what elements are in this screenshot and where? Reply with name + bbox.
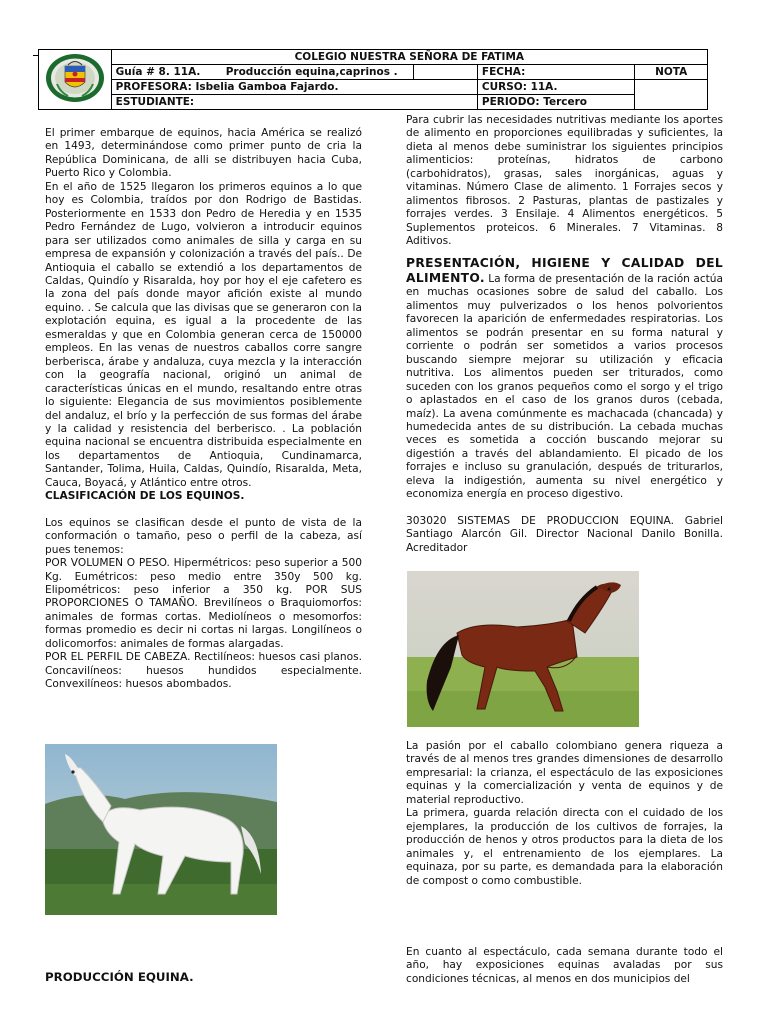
bay-horse-image xyxy=(407,571,639,727)
spacer-cell xyxy=(414,65,478,80)
paragraph-breeding: La primera, guarda relación directa con el cuidado de los ejemplares, la producción de los cultivos de forrajes, la producción de henos y otros productos para la dieta de los animales y, el entrenamiento de los ejemplares. La equinaza, por su parte, es demandada para la elaboración de compost o como combustible. xyxy=(406,807,723,887)
paragraph-source-citation: 303020 SISTEMAS DE PRODUCCION EQUINA. Gabriel Santiago Alarcón Gil. Director Nacional Danilo Bonilla. Acreditador xyxy=(406,514,723,554)
white-horse-icon xyxy=(45,744,277,915)
school-logo-cell xyxy=(39,50,112,110)
paragraph-passion: La pasión por el caballo colombiano genera riqueza a través de al menos tres grandes dimensiones de desarrollo empresarial: la crianza, el espectáculo de las exposiciones equinas y la comercialización y venta de equinos y de material reproductivo. xyxy=(406,740,723,806)
guide-number: Guía # 8. 11A. xyxy=(115,66,201,78)
paragraph-presentation xyxy=(406,256,723,502)
grade-box xyxy=(635,80,708,110)
right-column xyxy=(406,114,723,555)
bay-horse-icon xyxy=(407,571,639,727)
right-column-lower xyxy=(406,740,723,888)
teacher-name: PROFESORA: Isbelia Gamboa Fajardo. xyxy=(111,80,477,95)
school-name: COLEGIO NUESTRA SEÑORA DE FATIMA xyxy=(111,50,707,65)
paragraph-history: En el año de 1525 llegaron los primeros equinos a lo que hoy es Colombia, traídos por don Rodrigo de Bastidas. Posteriormente en 1533 don Pedro de Heredia y en 1535 Pedro Fernández de Lugo, volvieron a introducir equinos para ser utilizados como animales de silla y carga en su empresa de expansión y colonización a través del país.. De Antioquia el caballo se extendió a los departamentos de Caldas, Quindío y Risaralda, hoy por hoy el eje cafetero es la zona del país donde mayor afición existe al mundo equino. . Se calcula que las divisas que se generaron con la explotación equina, es igual a la procedente de las esmeraldas y que en Colombia generan cerca de 150000 empleos. En las venas de nuestros caballos corre sangre berberisca, árabe y andaluza, cuya mezcla y la interacción con la geografía nacional, originó un animal de características únicas en el mundo, resaltando entre otras lo siguiente: Elegancia de sus movimientos posiblemente del andaluz, el brío y la perfección de sus formas del árabe y la calidad y resistencia del berberisco. . La población equina nacional se encuentra distribuida especialmente en los departamentos de Antioquia, Cundinamarca, Santander, Tolima, Huila, Caldas, Quindío, Risaralda, Meta, Cauca, Boyacá, y Atlántico entre otros. xyxy=(45,180,362,489)
footer-heading-equine-production: PRODUCCIÓN EQUINA. xyxy=(45,970,194,984)
guide-cell xyxy=(111,65,414,80)
paragraph-first-shipment: El primer embarque de equinos, hacia América se realizó en 1493, determinándose como primer punto de cria la República Dominicana, de alli se distribuyen hacia Cuba, Puerto Rico y Colombia. xyxy=(45,127,362,180)
paragraph-spectacle: En cuanto al espectáculo, cada semana durante todo el año, hay exposiciones equinas avaladas por sus condiciones técnicas, al menos en dos municipios del xyxy=(406,946,723,985)
white-horse-image xyxy=(45,744,277,915)
paragraph-classification-weight: POR VOLUMEN O PESO. Hipermétricos: peso superior a 500 Kg. Eumétricos: peso medio entre 350y 500 kg. Elipométricos: peso inferior a 350 kg. POR SUS PROPORCIONES O TAMAÑO. Brevilíneos o Braquiomorfos: animales de formas cortas. Mediolíneos o mesomorfos: formas promedio es decir ni cortas ni largas. Longilíneos o dolicomorfos: animales de formas alargadas. xyxy=(45,557,362,650)
course-label: CURSO: 11A. xyxy=(477,80,634,95)
header-table xyxy=(38,49,708,110)
paragraph-classification-intro: Los equinos se clasifican desde el punto de vista de la conformación o tamaño, peso o perfil de la cabeza, así pues tenemos: xyxy=(45,516,362,556)
left-column xyxy=(45,127,362,692)
paragraph-presentation-body: La forma de presentación de la ración actúa en muchas ocasiones sobre de salud del caballo. Los alimentos muy pulverizados o los henos polvorientos favorecen la aparición de enfermedades respiratorias. Los alimentos se podrán presentar en su forma natural y corriente o podrán ser sometidos a varios procesos buscando siempre mejorar su utilización y eficacia nutritiva. Los alimentos pueden ser triturados, como suceden con los granos pequeños como el sorgo y el trigo o aplastados en el caso de los granos duros (cebada, maíz). La avena comúnmente es machacada (chancada) y humedecida antes de su distribución. La cebada muchas veces es sometida a cocción buscando mejorar su digestión a través del ablandamiento. El picado de los forrajes e incluso su granulación, después de triturarlos, eleva la indigestión, aumenta su nivel energético y economiza energía en proceso digestivo. xyxy=(406,272,723,501)
guide-subject: Producción equina,caprinos . xyxy=(225,66,398,78)
paragraph-classification-head: POR EL PERFIL DE CABEZA. Rectilíneos: huesos casi planos. Concavilíneos: huesos hundidos especialmente. Convexilíneos: huesos abombados. xyxy=(45,651,362,691)
heading-classification: CLASIFICACIÓN DE LOS EQUINOS. xyxy=(45,490,245,503)
school-crest-icon xyxy=(44,52,106,104)
paragraph-nutrition: Para cubrir las necesidades nutritivas mediante los aportes de alimento en proporciones equilibradas y suficientes, la dieta al menos debe suministrar los siguientes principios alimenticios: proteínas, hidratos de carbono (carbohidratos), grasas, sales inorgánicas, aguas y vitaminas. Número Clase de alimento. 1 Forrajes secos y alimentos fibrosos. 2 Pasturas, plantas de pastizales y forrajes verdes. 3 Ensilaje. 4 Alimentos energéticos. 5 Suplementos proteicos. 6 Minerales. 7 Vitaminas. 8 Aditivos. xyxy=(406,114,723,248)
grade-label: NOTA xyxy=(635,65,708,80)
period-label: PERIODO: Tercero xyxy=(477,95,634,110)
student-label: ESTUDIANTE: xyxy=(111,95,477,110)
heading-presentation: PRESENTACIÓN, HIGIENE Y CALIDAD DEL ALIMENTO. xyxy=(406,255,723,285)
date-label: FECHA: xyxy=(477,65,634,80)
right-column-bottom xyxy=(406,946,723,986)
